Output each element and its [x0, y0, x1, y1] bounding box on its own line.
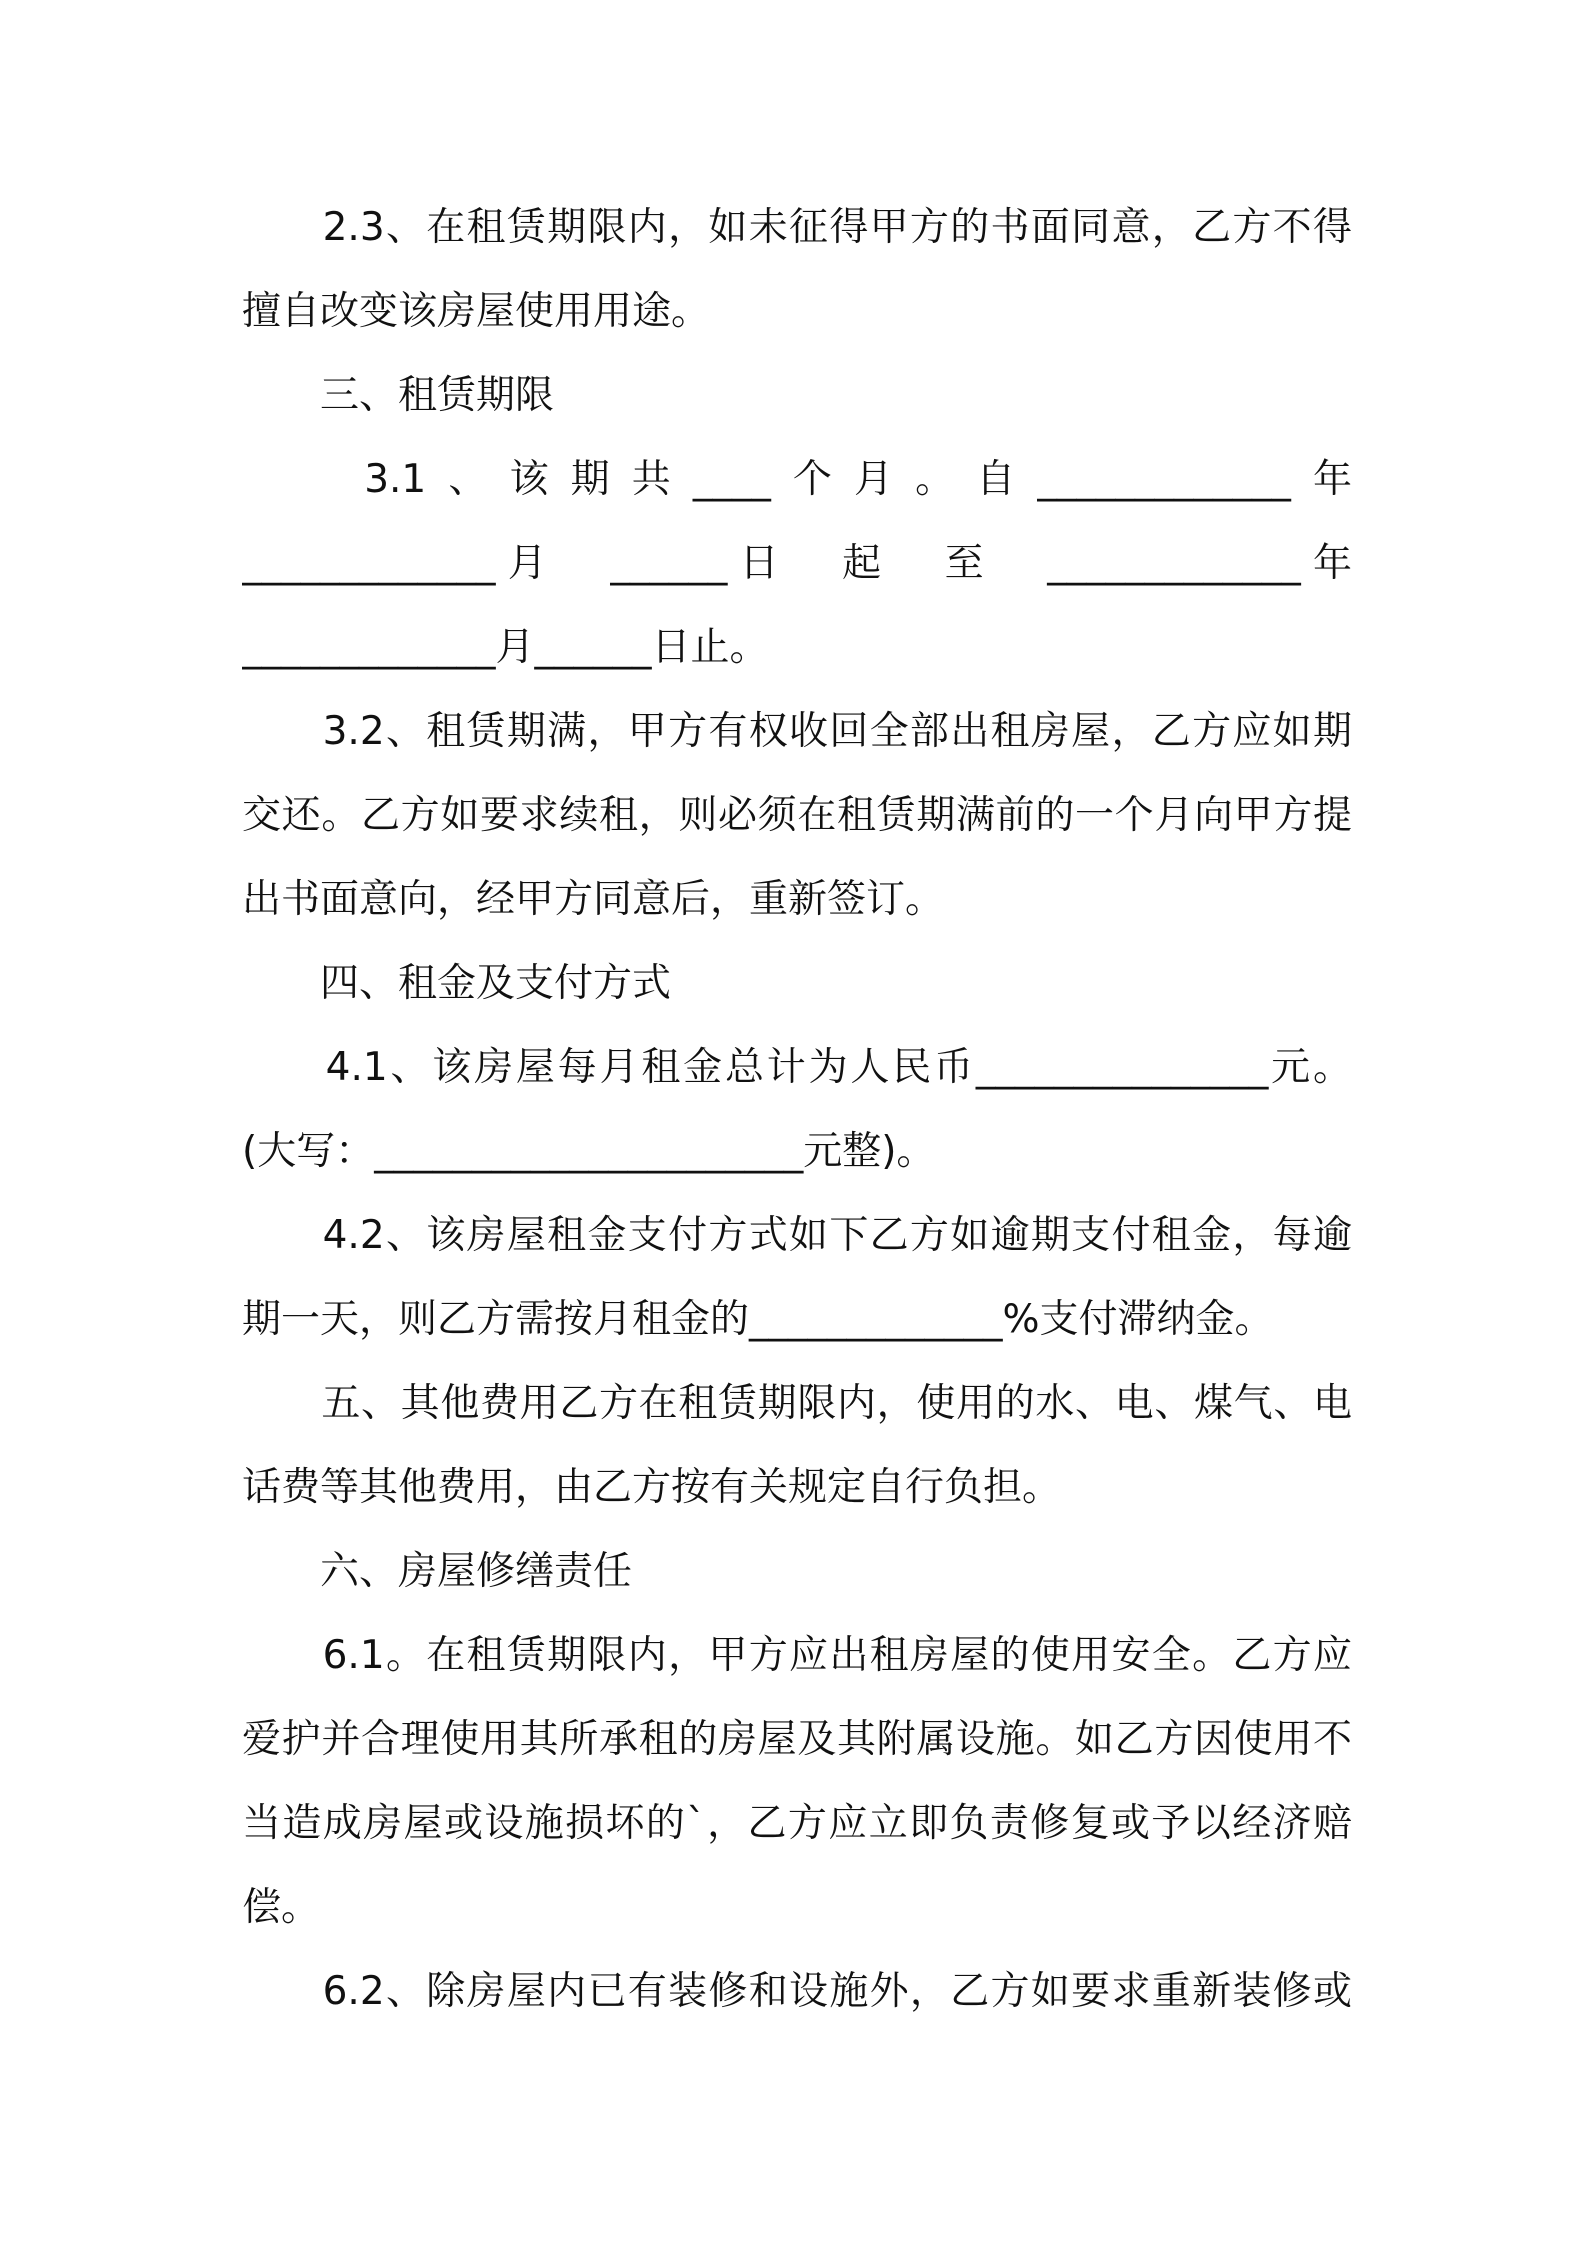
text-line: 交还。乙方如要求续租，则必须在租赁期满前的一个月向甲方提	[242, 793, 1352, 838]
text-line: 擅自改变该房屋使用用途。	[242, 289, 711, 334]
text-line: _____________月______日止。	[242, 625, 769, 670]
text-line: 偿。	[242, 1885, 321, 1930]
text-line: 话费等其他费用，由乙方按有关规定自行负担。	[242, 1465, 1062, 1510]
text-line: (大写：______________________元整)。	[242, 1129, 936, 1174]
text-line: 6.1。在租赁期限内，甲方应出租房屋的使用安全。乙方应	[242, 1633, 1352, 1678]
text-line: 爱护并合理使用其所承租的房屋及其附属设施。如乙方因使用不	[242, 1717, 1352, 1762]
section-heading: 三、租赁期限	[242, 373, 555, 418]
text-line: 2.3、在租赁期限内，如未征得甲方的书面同意，乙方不得	[242, 205, 1352, 250]
text-line: 期一天，则乙方需按月租金的_____________%支付滞纳金。	[242, 1297, 1274, 1342]
text-line: 当造成房屋或设施损坏的`，乙方应立即负责修复或予以经济赔	[242, 1801, 1352, 1846]
text-line: 3.1、该期共____个月。自_____________年	[242, 457, 1352, 502]
section-heading: 四、租金及支付方式	[242, 961, 672, 1006]
text-line: 6.2、除房屋内已有装修和设施外，乙方如要求重新装修或	[242, 1969, 1352, 2014]
text-line: _____________月 ______日 起 至 _____________年	[242, 541, 1352, 586]
text-line: 出书面意向，经甲方同意后，重新签订。	[242, 877, 945, 922]
text-line: 4.2、该房屋租金支付方式如下乙方如逾期支付租金，每逾	[242, 1213, 1352, 1258]
text-line: 五、其他费用乙方在租赁期限内，使用的水、电、煤气、电	[242, 1381, 1352, 1426]
text-line: 3.2、租赁期满，甲方有权收回全部出租房屋，乙方应如期	[242, 709, 1352, 754]
text-line: 4.1、该房屋每月租金总计为人民币_______________元。	[242, 1045, 1352, 1090]
section-heading: 六、房屋修缮责任	[242, 1549, 633, 1594]
